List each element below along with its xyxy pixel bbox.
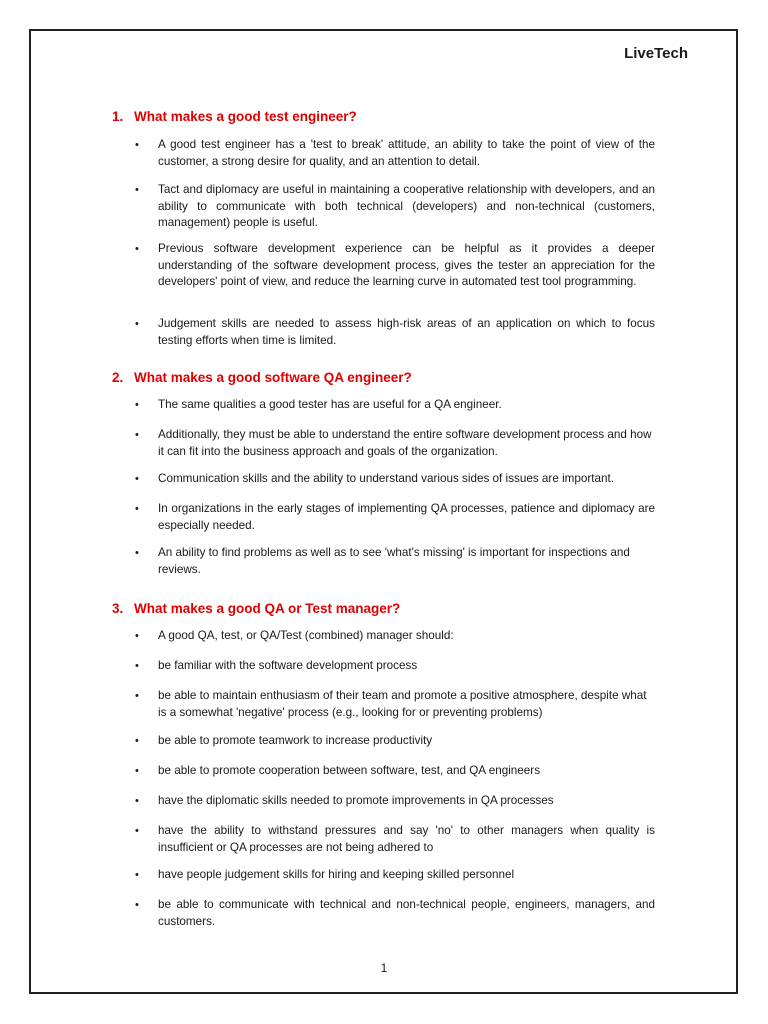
list-item [135, 471, 655, 488]
bullet-icon: • [135, 243, 139, 255]
list-item-text: be able to promote cooperation between software, test, and QA engineers [158, 764, 541, 777]
list-item [135, 628, 655, 645]
bullet-icon: • [135, 869, 139, 881]
list-item-text: A good test engineer has a 'test to break' attitude, an ability to take the point of view of the customer, a strong desire for quality, and an attention to detail. [158, 138, 655, 168]
section-title: What makes a good QA or Test manager? [134, 601, 401, 616]
section-heading [112, 601, 400, 616]
section-number: 2. [112, 370, 124, 385]
list-item-text: have people judgement skills for hiring and keeping skilled personnel [158, 868, 515, 881]
list-item [135, 823, 655, 856]
bullet-icon: • [135, 547, 139, 559]
bullet-icon: • [135, 503, 139, 515]
bullet-icon: • [135, 139, 139, 151]
list-item [135, 897, 655, 930]
list-item-text: Additionally, they must be able to understand the entire software development process and how it can fit into the business approach and goals of the organization. [158, 428, 652, 458]
list-item-text: be familiar with the software development process [158, 659, 418, 672]
list-item [135, 658, 655, 675]
section-title: What makes a good test engineer? [134, 109, 357, 124]
bullet-icon: • [135, 690, 139, 702]
brand-title: LiveTech [624, 45, 688, 62]
list-item [135, 397, 655, 414]
bullet-icon: • [135, 795, 139, 807]
page-number: 1 [380, 961, 388, 975]
list-item-text: Tact and diplomacy are useful in maintaining a cooperative relationship with developers, and an ability to communicate with both technical (developers) and non-technical (customers, management) people is useful. [158, 183, 655, 229]
list-item [135, 182, 655, 232]
list-item [135, 545, 655, 578]
list-item [135, 427, 655, 460]
section-number: 1. [112, 109, 124, 124]
list-item-text: An ability to find problems as well as to see 'what's missing' is important for inspections and reviews. [158, 546, 630, 576]
bullet-icon: • [135, 318, 139, 330]
bullet-icon: • [135, 473, 139, 485]
list-item [135, 763, 655, 780]
list-item-text: Judgement skills are needed to assess high-risk areas of an application on which to focus testing efforts when time is limited. [158, 317, 655, 347]
list-item [135, 241, 655, 291]
list-item [135, 688, 655, 721]
list-item-text: The same qualities a good tester has are useful for a QA engineer. [158, 398, 502, 411]
section-title: What makes a good software QA engineer? [134, 370, 412, 385]
list-item-text: A good QA, test, or QA/Test (combined) manager should: [158, 629, 454, 642]
bullet-icon: • [135, 184, 139, 196]
list-item-text: have the diplomatic skills needed to promote improvements in QA processes [158, 794, 554, 807]
bullet-icon: • [135, 660, 139, 672]
bullet-icon: • [135, 899, 139, 911]
section-number: 3. [112, 601, 124, 616]
bullet-icon: • [135, 399, 139, 411]
list-item-text: be able to communicate with technical and non-technical people, engineers, managers, and customers. [158, 898, 655, 928]
list-item [135, 793, 655, 810]
list-item-text: Communication skills and the ability to understand various sides of issues are important. [158, 472, 615, 485]
bullet-icon: • [135, 735, 139, 747]
list-item [135, 733, 655, 750]
section-heading [112, 370, 412, 385]
list-item-text: have the ability to withstand pressures and say 'no' to other managers when quality is insufficient or QA processes are not being adhered to [158, 824, 655, 854]
section-heading [112, 109, 357, 124]
list-item-text: be able to maintain enthusiasm of their team and promote a positive atmosphere, despite what is a somewhat 'negative' process (e.g., looking for or preventing problems) [158, 689, 647, 719]
bullet-icon: • [135, 765, 139, 777]
bullet-icon: • [135, 429, 139, 441]
list-item-text: In organizations in the early stages of implementing QA processes, patience and diplomacy are especially needed. [158, 502, 655, 532]
bullet-icon: • [135, 825, 139, 837]
bullet-icon: • [135, 630, 139, 642]
list-item [135, 501, 655, 534]
list-item-text: Previous software development experience can be helpful as it provides a deeper understanding of the software development process, gives the tester an appreciation for the developers' point of view, and reduce the learning curve in automated test tool programming. [158, 242, 655, 288]
list-item-text: be able to promote teamwork to increase productivity [158, 734, 433, 747]
list-item [135, 316, 655, 349]
list-item [135, 867, 655, 884]
list-item [135, 137, 655, 170]
